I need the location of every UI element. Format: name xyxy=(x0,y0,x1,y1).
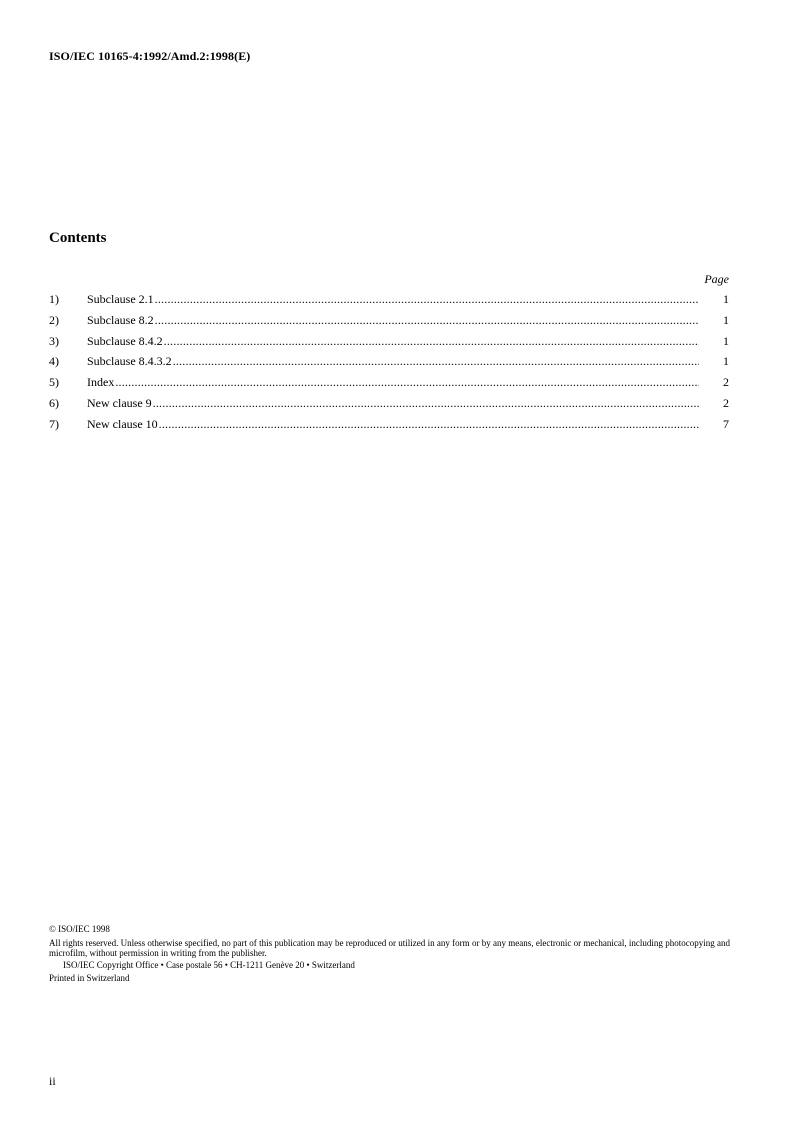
copyright-office-address: ISO/IEC Copyright Office • Case postale 56 • CH-1211 Genève 20 • Switzerland xyxy=(63,959,355,970)
toc-entry-page: 7 xyxy=(723,416,729,431)
table-of-contents xyxy=(49,292,729,438)
toc-entry-number: 5) xyxy=(49,375,59,390)
toc-entry[interactable] xyxy=(49,313,729,334)
document-id-header: ISO/IEC 10165-4:1992/Amd.2:1998(E) xyxy=(49,49,251,63)
toc-entry[interactable] xyxy=(49,292,729,313)
toc-entry-number: 1) xyxy=(49,292,59,306)
toc-dot-leader xyxy=(159,417,699,432)
toc-entry[interactable] xyxy=(49,375,729,396)
toc-entry[interactable] xyxy=(49,334,729,355)
toc-entry-title: Index xyxy=(87,375,115,390)
toc-dot-leader xyxy=(155,292,699,307)
toc-entry-title: New clause 9 xyxy=(87,395,152,410)
toc-entry-page: 2 xyxy=(723,395,729,410)
toc-dot-leader xyxy=(173,354,699,369)
contents-heading: Contents xyxy=(49,230,107,246)
toc-entry-title: New clause 10 xyxy=(87,416,158,431)
toc-entry[interactable] xyxy=(49,354,729,375)
rights-statement: All rights reserved. Unless otherwise specified, no part of this publication may be reproduced or utilized in any form or by any means, electronic or mechanical, including photocopying and microfilm, without permission in writing from the publisher. xyxy=(49,937,730,958)
toc-entry-page: 1 xyxy=(723,292,729,306)
toc-dot-leader xyxy=(153,396,699,411)
toc-entry-number: 6) xyxy=(49,395,59,410)
toc-dot-leader xyxy=(155,313,699,328)
copyright-notice: © ISO/IEC 1998 xyxy=(49,924,110,934)
toc-entry-title: Subclause 2.1 xyxy=(87,292,154,306)
toc-entry-title: Subclause 8.4.2 xyxy=(87,333,163,348)
printed-in: Printed in Switzerland xyxy=(49,973,130,983)
toc-entry-number: 2) xyxy=(49,312,59,327)
toc-entry-page: 2 xyxy=(723,375,729,390)
toc-dot-leader xyxy=(164,334,699,349)
toc-entry-page: 1 xyxy=(723,333,729,348)
toc-dot-leader xyxy=(115,375,699,390)
page-number: ii xyxy=(49,1074,56,1088)
toc-entry-page: 1 xyxy=(723,354,729,369)
toc-entry-number: 7) xyxy=(49,416,59,431)
toc-entry-title: Subclause 8.2 xyxy=(87,312,154,327)
toc-entry-page: 1 xyxy=(723,312,729,327)
toc-entry[interactable] xyxy=(49,396,729,417)
copyright-block xyxy=(49,924,730,984)
toc-entry-title: Subclause 8.4.3.2 xyxy=(87,354,172,369)
toc-entry-number: 4) xyxy=(49,354,59,369)
toc-entry[interactable] xyxy=(49,417,729,438)
toc-entry-number: 3) xyxy=(49,333,59,348)
page-column-label: Page xyxy=(704,272,729,286)
